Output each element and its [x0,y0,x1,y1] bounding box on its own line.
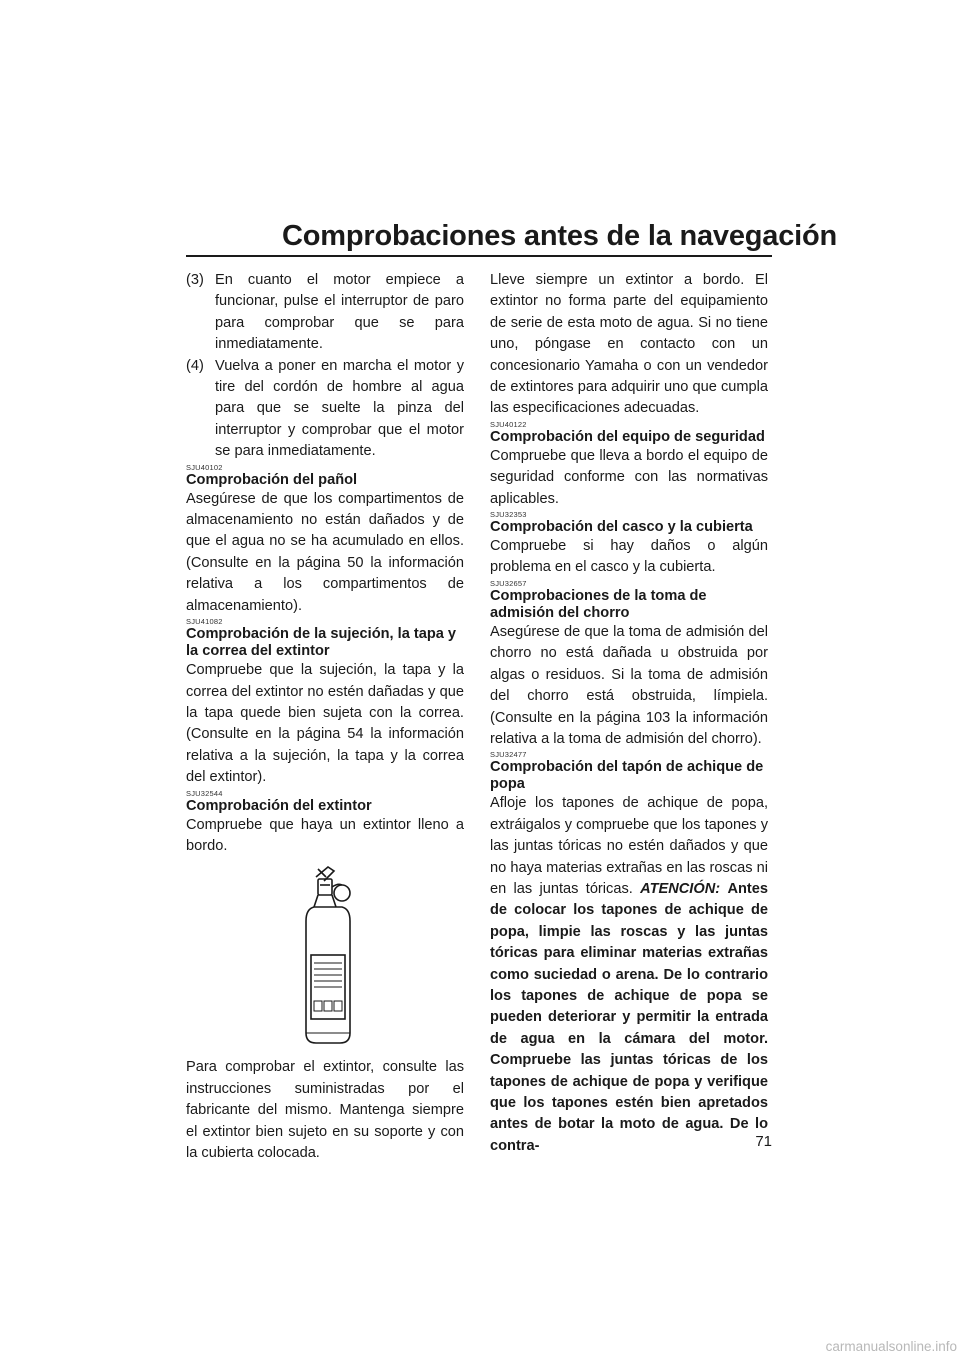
step-text: En cuanto el motor empiece a funcionar, pulse el interruptor de paro para comprobar que se para inmediatamente. [215,272,464,353]
section-code: SJU41082 [186,617,223,627]
section-title: Comprobación del extintor [186,797,372,814]
section-code: SJU32657 [490,578,527,588]
section-title: Comprobación del casco y la cubierta [490,519,753,536]
section-body: Compruebe que la sujeción, la tapa y la correa del extintor no estén dañadas y que la tapa quede bien sujeta con la correa. (Consulte en la página 54 la información relativa a la sujeción, la tapa y la correa del extintor). [186,662,464,786]
page-header-title: Comprobaciones antes de la navegación [282,220,838,252]
section-title: Comprobaciones de la toma de admisión del chorro [490,587,707,621]
section-body: Compruebe si hay daños o algún problema en el casco y la cubierta. [490,538,768,576]
header-rule [186,255,772,257]
section-code: SJU32544 [186,788,223,798]
fire-extinguisher-icon [298,863,358,1047]
section-body: Compruebe que lleva a bordo el equipo de seguridad conforme con las normativas aplicables. [490,447,768,507]
section-body [490,793,768,1157]
extinguisher-instructions: Para comprobar el extintor, consulte las instrucciones suministradas por el fabricante del mismo. Mantenga siempre el extintor bien sujeto en su soporte y con la cubierta colocada. [186,1059,464,1161]
section-title: Comprobación del tapón de achique de popa [490,759,764,793]
section-title: Comprobación del pañol [186,471,358,488]
section-body: Asegúrese de que la toma de admisión del chorro no está dañada u obstruida por algas o residuos. Si la toma de admisión del chorro está obstruida, límpiela. (Consulte en la página 103 la información relativa a la toma de admisión del chorro). [490,623,768,747]
attention-text: Antes de colocar los tapones de achique de popa, limpie las roscas y las juntas tóricas para eliminar materias extrañas como suciedad o arena. De lo contrario los tapones de achique de popa se pueden deteriorar y permitir la entrada de agua en la cámara del motor. Compruebe las juntas tóricas de los tapones de achique de popa y verifique que los tapones estén bien apretados antes de botar la moto de agua. De lo contra- [490,880,768,1154]
page-number: 71 [755,1133,772,1150]
section-title: Comprobación de la sujeción, la tapa y la correa del extintor [186,626,457,660]
step-3 [186,270,464,356]
extinguisher-intro: Lleve siempre un extintor a bordo. El extintor no forma parte del equipamiento de serie de esta moto de agua. Si no tiene uno, póngase en contacto con un concesionario Yamaha o con un vendedor de extintores para adquirir uno que cumpla las especificaciones adecuadas. [490,272,768,417]
section-code: SJU40102 [186,462,223,472]
section-code: SJU40122 [490,419,527,429]
section-body-text: Afloje los tapones de achique de popa, extráigalos y compruebe que los tapones y las juntas tóricas no estén dañados y que no haya materias extrañas en las roscas ni en las juntas tóricas. [490,795,768,897]
left-column [186,270,464,1164]
section-code: SJU32353 [490,510,527,520]
section-body: Compruebe que haya un extintor lleno a bordo. [186,816,464,854]
section-title: Comprobación del equipo de seguridad [490,428,765,445]
watermark: carmanualsonline.info [825,1339,957,1354]
attention-label: ATENCIÓN: [640,880,721,897]
step-text: Vuelva a poner en marcha el motor y tire del cordón de hombre al agua para que se suelte la pinza del interruptor y comprobar que el motor se para inmediatamente. [215,357,464,460]
step-number: (4) [186,357,204,374]
section-body: Asegúrese de que los compartimentos de almacenamiento no están dañados y de que el agua no se ha acumulado en ellos. (Consulte en la página 50 la información relativa a los compartimentos de almacenamiento). [186,490,464,614]
fire-extinguisher-figure [186,863,464,1049]
step-4 [186,356,464,463]
step-number: (3) [186,272,204,288]
right-column [490,270,768,1157]
section-code: SJU32477 [490,750,527,760]
